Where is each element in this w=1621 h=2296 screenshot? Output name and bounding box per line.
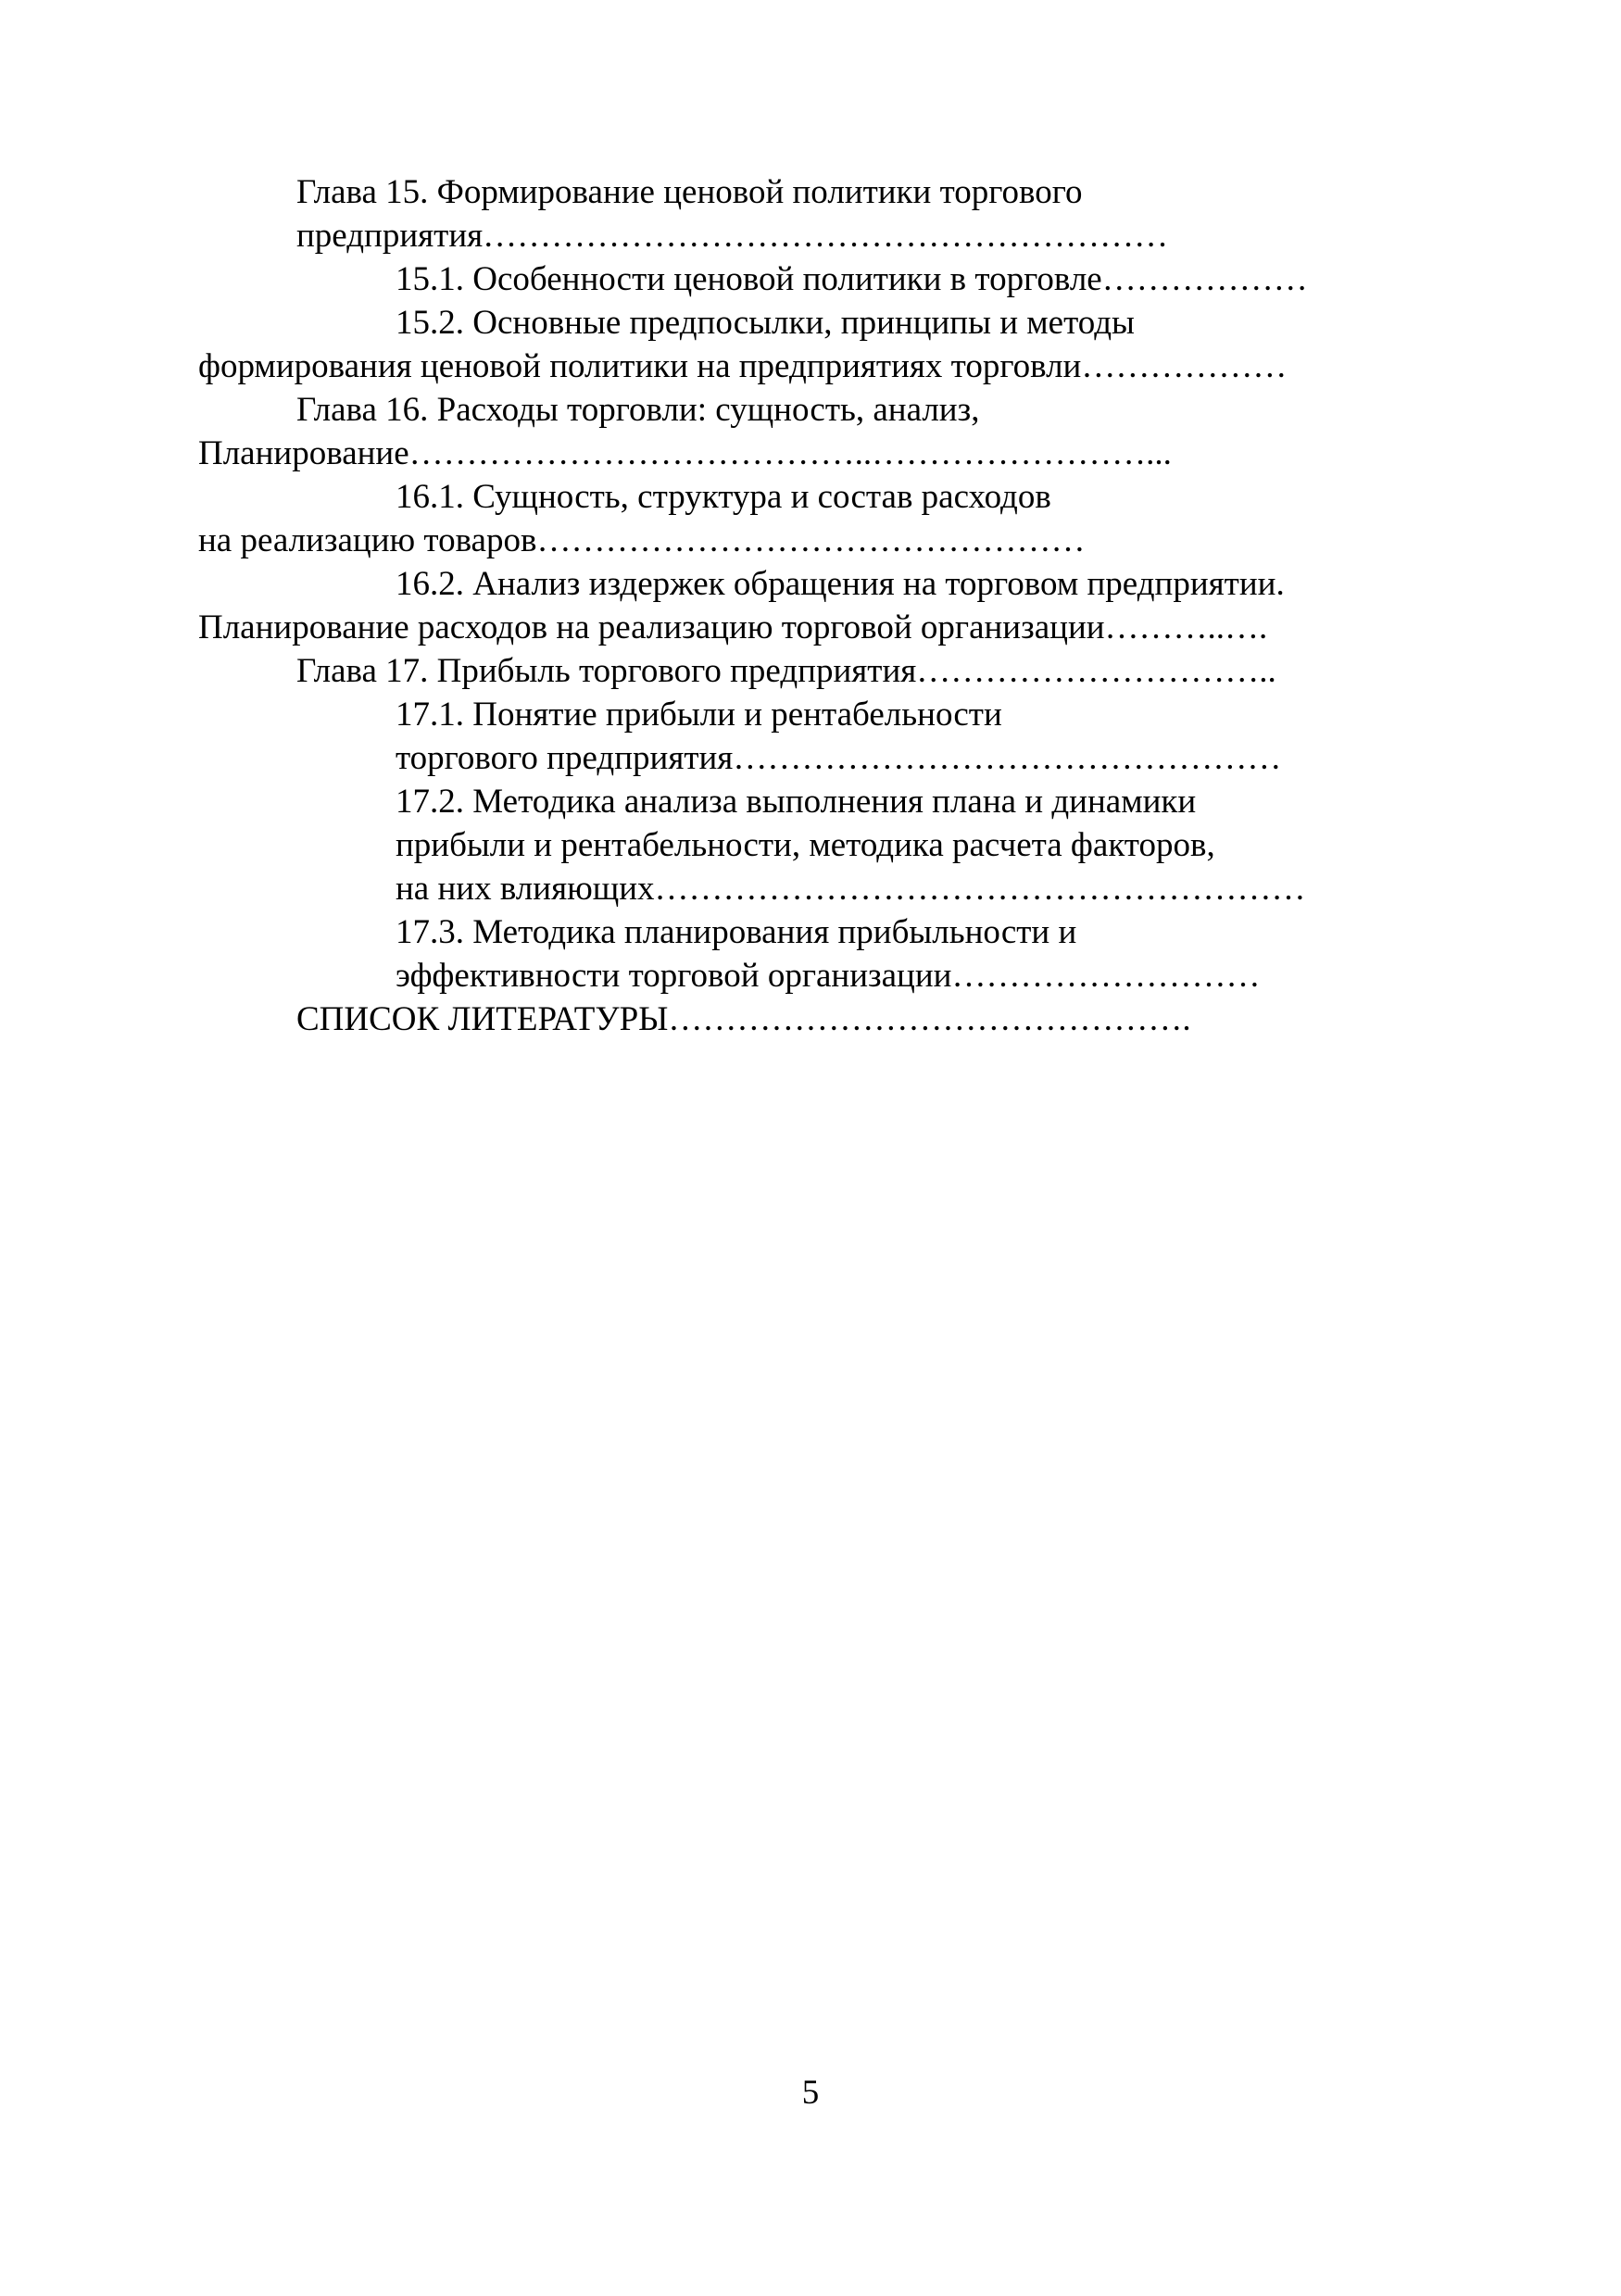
- toc-section-17-1-cont: торгового предприятия…………………………………………: [396, 739, 1282, 777]
- toc-chapter-16-title: Глава 16. Расходы торговли: сущность, анализ,: [296, 391, 980, 429]
- table-of-contents: [0, 0, 1621, 1065]
- toc-section-17-3-cont: эффективности торговой организации………………………: [396, 957, 1261, 995]
- toc-section-16-2: 16.2. Анализ издержек обращения на торговом предприятии.: [396, 565, 1285, 603]
- toc-chapter-17-title: Глава 17. Прибыль торгового предприятия…………………………..: [296, 652, 1276, 690]
- toc-section-15-2: 15.2. Основные предпосылки, принципы и методы: [396, 304, 1135, 342]
- toc-chapter-15-title: Глава 15. Формирование ценовой политики торгового: [296, 173, 1083, 211]
- toc-section-16-1: 16.1. Сущность, структура и состав расходов: [396, 478, 1051, 516]
- toc-section-16-2-cont: Планирование расходов на реализацию торговой организации………..….: [198, 609, 1268, 646]
- toc-section-17-1: 17.1. Понятие прибыли и рентабельности: [396, 696, 1002, 734]
- toc-section-16-1-cont: на реализацию товаров…………………………………………: [198, 521, 1086, 559]
- toc-bibliography: СПИСОК ЛИТЕРАТУРЫ……………………………………….: [296, 1000, 1191, 1038]
- toc-section-17-2-cont-2: на них влияющих…………………………………………………: [396, 870, 1306, 908]
- toc-chapter-15-title-cont: предприятия……………………………………………………: [296, 217, 1169, 255]
- page-number: 5: [801, 2074, 820, 2112]
- toc-chapter-16-title-cont: Планирование…………………………………..……………………...: [198, 434, 1172, 472]
- toc-section-15-1: 15.1. Особенности ценовой политики в торговле………………: [396, 260, 1308, 298]
- toc-section-15-2-cont: формирования ценовой политики на предприятиях торговли………………: [198, 347, 1288, 385]
- toc-section-17-3: 17.3. Методика планирования прибыльности и: [396, 913, 1077, 951]
- toc-section-17-2: 17.2. Методика анализа выполнения плана и динамики: [396, 783, 1197, 821]
- toc-section-17-2-cont-1: прибыли и рентабельности, методика расчета факторов,: [396, 826, 1215, 864]
